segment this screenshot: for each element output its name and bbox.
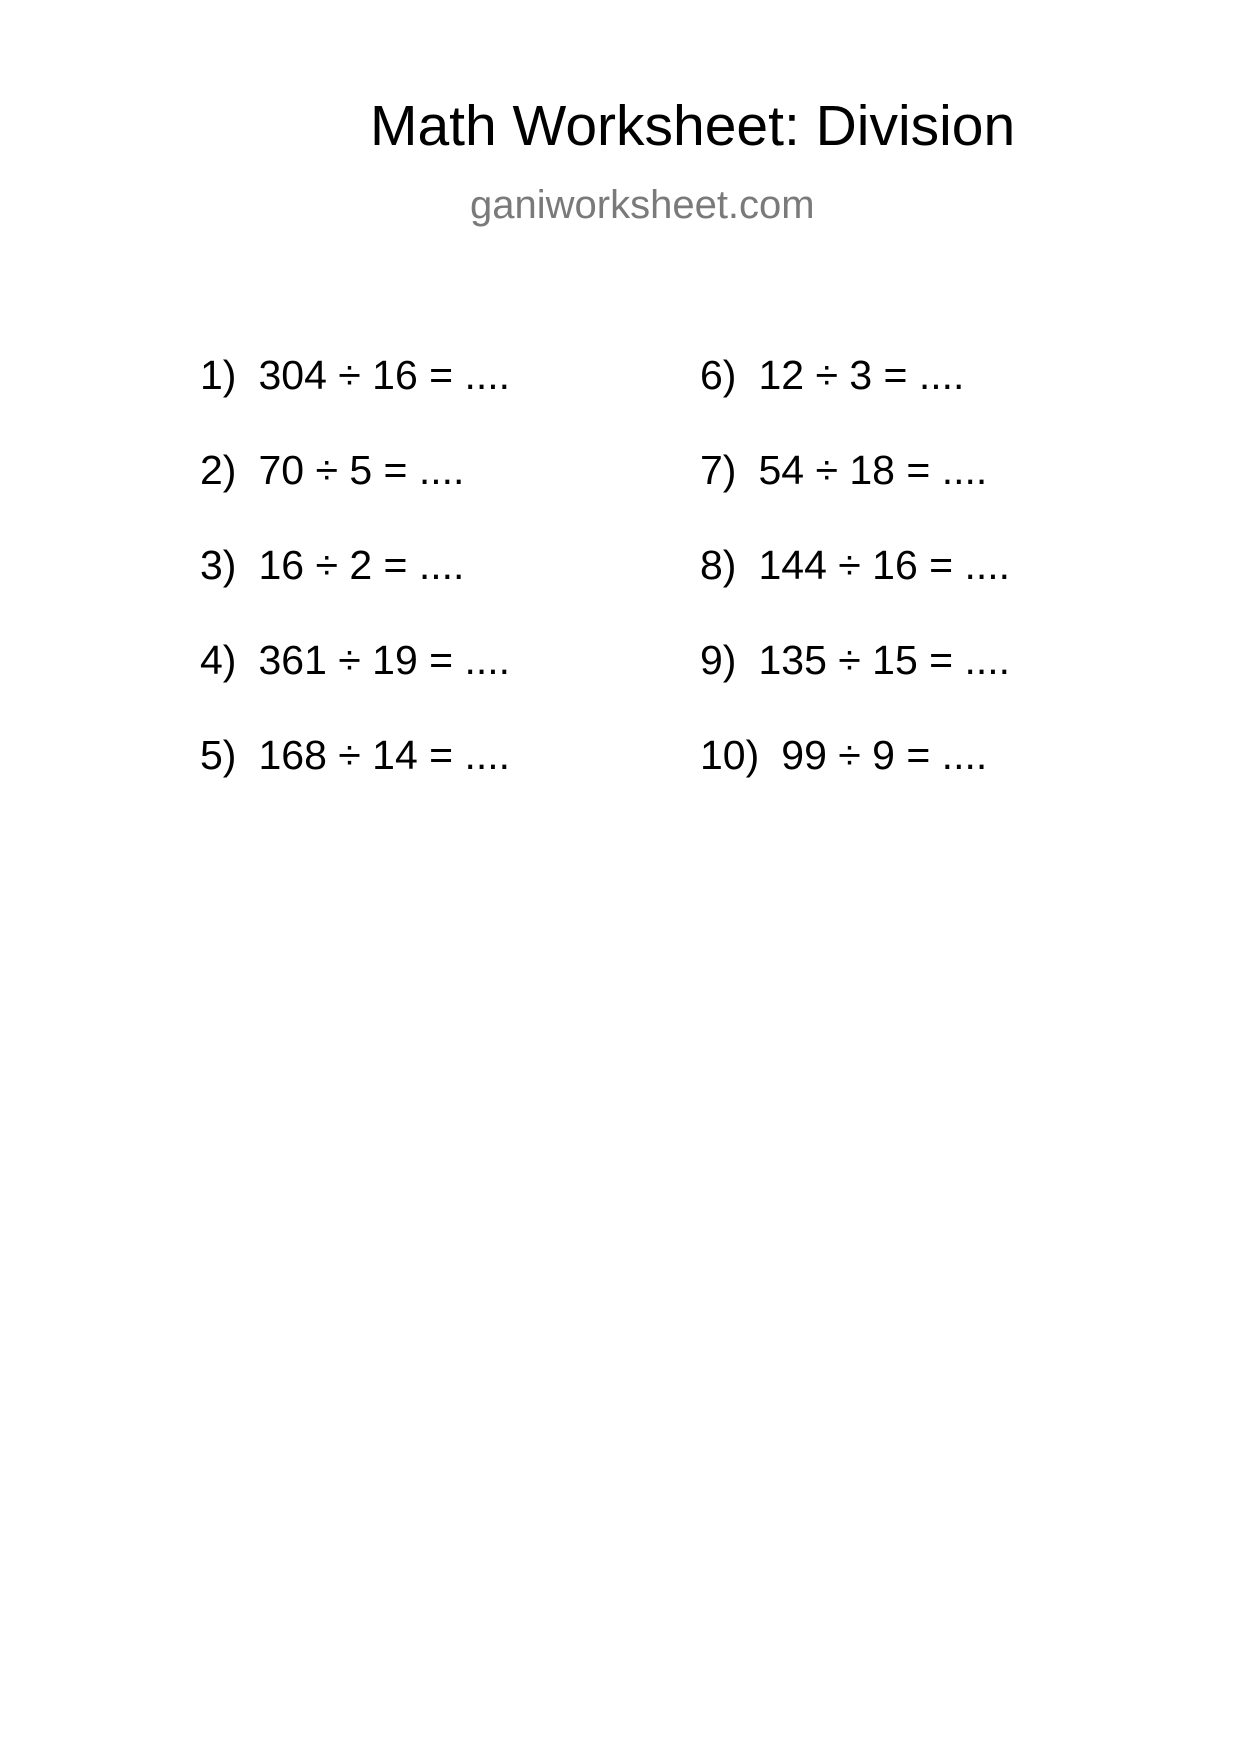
problem-expression: 99 ÷ 9 = .... [781, 732, 988, 778]
problem-number: 8) [700, 542, 737, 588]
problem-item [200, 732, 511, 778]
problem-expression: 361 ÷ 19 = .... [258, 637, 511, 683]
problem-number: 4) [200, 637, 237, 683]
problem-item [700, 637, 1011, 683]
problem-expression: 135 ÷ 15 = .... [758, 637, 1011, 683]
problem-number: 9) [700, 637, 737, 683]
problem-expression: 304 ÷ 16 = .... [258, 352, 511, 398]
problem-expression: 70 ÷ 5 = .... [258, 447, 465, 493]
problem-item [200, 352, 511, 398]
problem-number: 1) [200, 352, 237, 398]
problem-item [700, 542, 1011, 588]
problem-item [700, 352, 965, 398]
problem-expression: 16 ÷ 2 = .... [258, 542, 465, 588]
page-subtitle: ganiworksheet.com [470, 183, 815, 227]
problem-number: 7) [700, 447, 737, 493]
problem-number: 2) [200, 447, 237, 493]
problem-item [700, 447, 988, 493]
problem-item [200, 542, 465, 588]
problem-item [200, 637, 511, 683]
problem-number: 10) [700, 732, 760, 778]
problem-expression: 12 ÷ 3 = .... [758, 352, 965, 398]
problem-item [700, 732, 988, 778]
problem-number: 5) [200, 732, 237, 778]
problem-expression: 144 ÷ 16 = .... [758, 542, 1011, 588]
problem-number: 3) [200, 542, 237, 588]
problem-number: 6) [700, 352, 737, 398]
problem-expression: 54 ÷ 18 = .... [758, 447, 988, 493]
problem-expression: 168 ÷ 14 = .... [258, 732, 511, 778]
page-title: Math Worksheet: Division [370, 94, 1016, 158]
problem-item [200, 447, 465, 493]
